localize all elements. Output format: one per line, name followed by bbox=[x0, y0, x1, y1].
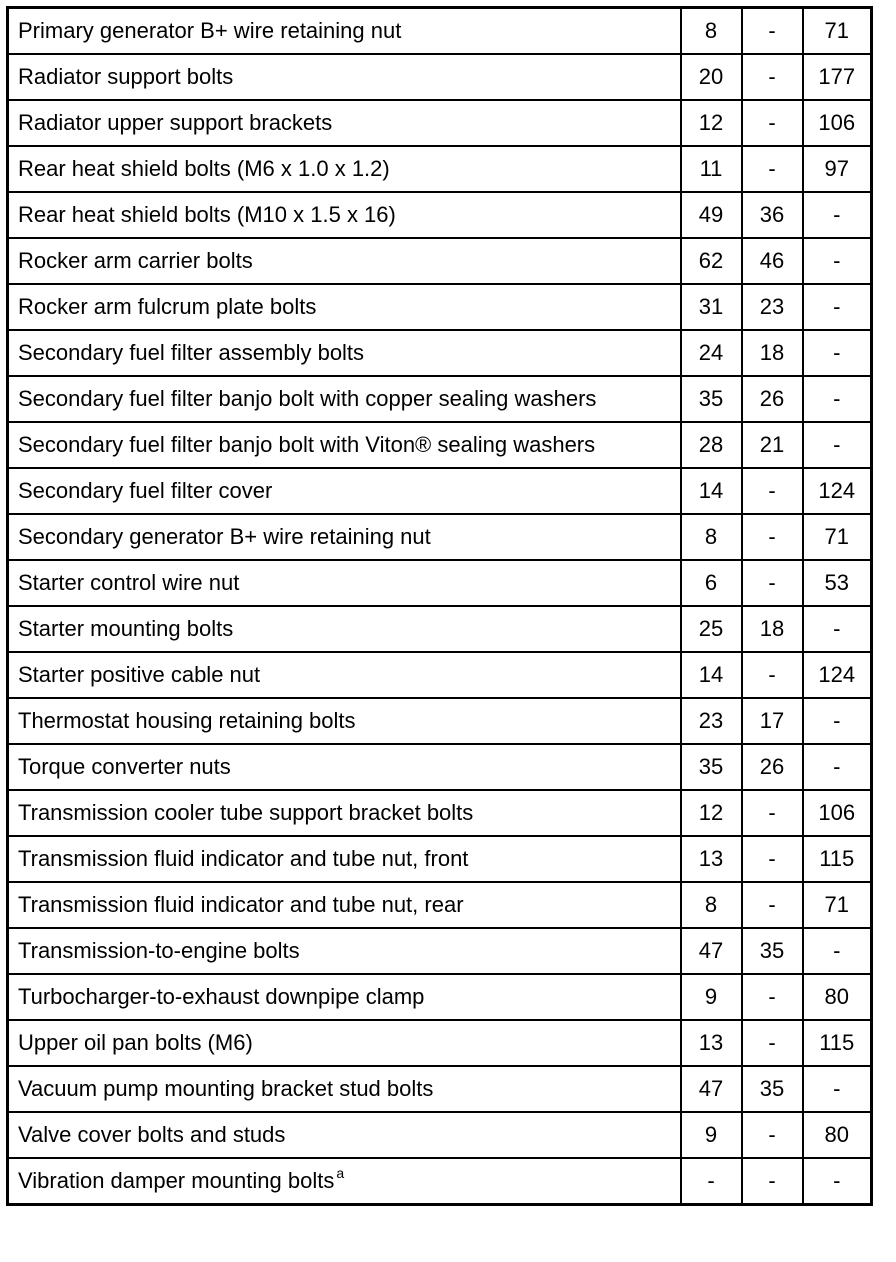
torque-nm-cell: 9 bbox=[681, 1112, 742, 1158]
component-cell bbox=[8, 560, 681, 606]
component-cell bbox=[8, 422, 681, 468]
torque-lbft-cell: 17 bbox=[742, 698, 803, 744]
component-name: Torque converter nuts bbox=[18, 754, 231, 779]
torque-nm-cell: 11 bbox=[681, 146, 742, 192]
torque-nm-cell: 8 bbox=[681, 882, 742, 928]
component-name: Rear heat shield bolts (M10 x 1.5 x 16) bbox=[18, 202, 396, 227]
torque-lbin-cell: - bbox=[803, 284, 872, 330]
torque-lbft-cell: - bbox=[742, 146, 803, 192]
torque-nm-cell: 47 bbox=[681, 1066, 742, 1112]
torque-lbft-cell: 23 bbox=[742, 284, 803, 330]
component-name: Transmission-to-engine bolts bbox=[18, 938, 300, 963]
torque-lbft-cell: - bbox=[742, 836, 803, 882]
component-name: Vibration damper mounting bolts bbox=[18, 1168, 335, 1193]
torque-lbft-cell: - bbox=[742, 54, 803, 100]
torque-nm-cell: 13 bbox=[681, 1020, 742, 1066]
torque-lbin-cell: 71 bbox=[803, 882, 872, 928]
torque-nm-cell: 23 bbox=[681, 698, 742, 744]
torque-spec-table-body bbox=[8, 8, 872, 1205]
torque-lbin-cell: 124 bbox=[803, 652, 872, 698]
component-cell bbox=[8, 1112, 681, 1158]
component-cell bbox=[8, 1066, 681, 1112]
component-name: Valve cover bolts and studs bbox=[18, 1122, 286, 1147]
component-name: Primary generator B+ wire retaining nut bbox=[18, 18, 402, 43]
component-name: Transmission fluid indicator and tube nut, rear bbox=[18, 892, 464, 917]
torque-lbft-cell: 35 bbox=[742, 1066, 803, 1112]
table-row bbox=[8, 744, 872, 790]
torque-lbft-cell: - bbox=[742, 8, 803, 55]
torque-lbin-cell: - bbox=[803, 1066, 872, 1112]
torque-lbin-cell: - bbox=[803, 698, 872, 744]
component-name: Vacuum pump mounting bracket stud bolts bbox=[18, 1076, 434, 1101]
table-row bbox=[8, 1066, 872, 1112]
component-name: Rocker arm carrier bolts bbox=[18, 248, 253, 273]
component-cell bbox=[8, 652, 681, 698]
component-cell bbox=[8, 514, 681, 560]
torque-lbin-cell: 71 bbox=[803, 514, 872, 560]
component-name: Secondary fuel filter assembly bolts bbox=[18, 340, 365, 365]
component-name: Radiator upper support brackets bbox=[18, 110, 333, 135]
component-cell bbox=[8, 330, 681, 376]
table-row bbox=[8, 790, 872, 836]
torque-nm-cell: 13 bbox=[681, 836, 742, 882]
table-row bbox=[8, 54, 872, 100]
torque-lbin-cell: - bbox=[803, 192, 872, 238]
table-row bbox=[8, 284, 872, 330]
table-row bbox=[8, 238, 872, 284]
torque-lbft-cell: - bbox=[742, 1158, 803, 1205]
component-cell bbox=[8, 606, 681, 652]
torque-lbft-cell: - bbox=[742, 468, 803, 514]
table-row bbox=[8, 422, 872, 468]
component-cell bbox=[8, 974, 681, 1020]
torque-lbft-cell: 36 bbox=[742, 192, 803, 238]
component-cell bbox=[8, 284, 681, 330]
torque-lbft-cell: 18 bbox=[742, 606, 803, 652]
torque-lbin-cell: - bbox=[803, 422, 872, 468]
torque-lbin-cell: - bbox=[803, 928, 872, 974]
torque-nm-cell: 47 bbox=[681, 928, 742, 974]
component-cell bbox=[8, 100, 681, 146]
torque-spec-table bbox=[6, 6, 873, 1206]
component-cell bbox=[8, 8, 681, 55]
torque-lbft-cell: - bbox=[742, 1020, 803, 1066]
torque-lbin-cell: 53 bbox=[803, 560, 872, 606]
torque-nm-cell: 25 bbox=[681, 606, 742, 652]
component-name: Secondary generator B+ wire retaining nut bbox=[18, 524, 431, 549]
table-row bbox=[8, 376, 872, 422]
component-cell bbox=[8, 192, 681, 238]
table-row bbox=[8, 698, 872, 744]
torque-nm-cell: 8 bbox=[681, 8, 742, 55]
table-row bbox=[8, 330, 872, 376]
component-name: Starter mounting bolts bbox=[18, 616, 234, 641]
torque-lbft-cell: 21 bbox=[742, 422, 803, 468]
component-cell bbox=[8, 54, 681, 100]
component-name: Rocker arm fulcrum plate bolts bbox=[18, 294, 317, 319]
torque-lbft-cell: 26 bbox=[742, 744, 803, 790]
torque-lbin-cell: 80 bbox=[803, 1112, 872, 1158]
torque-nm-cell: 14 bbox=[681, 468, 742, 514]
torque-lbft-cell: - bbox=[742, 652, 803, 698]
torque-lbft-cell: 35 bbox=[742, 928, 803, 974]
torque-lbin-cell: - bbox=[803, 744, 872, 790]
torque-nm-cell: 35 bbox=[681, 744, 742, 790]
table-row bbox=[8, 928, 872, 974]
torque-lbin-cell: 80 bbox=[803, 974, 872, 1020]
component-cell bbox=[8, 790, 681, 836]
table-row bbox=[8, 974, 872, 1020]
table-row bbox=[8, 192, 872, 238]
torque-nm-cell: 14 bbox=[681, 652, 742, 698]
component-name: Upper oil pan bolts (M6) bbox=[18, 1030, 253, 1055]
torque-lbin-cell: 115 bbox=[803, 836, 872, 882]
component-name: Turbocharger-to-exhaust downpipe clamp bbox=[18, 984, 425, 1009]
table-row bbox=[8, 606, 872, 652]
torque-lbin-cell: 177 bbox=[803, 54, 872, 100]
table-row bbox=[8, 8, 872, 55]
component-name: Secondary fuel filter cover bbox=[18, 478, 273, 503]
component-cell bbox=[8, 146, 681, 192]
torque-lbin-cell: - bbox=[803, 606, 872, 652]
table-row bbox=[8, 1112, 872, 1158]
torque-lbft-cell: - bbox=[742, 514, 803, 560]
torque-lbft-cell: - bbox=[742, 790, 803, 836]
component-name: Rear heat shield bolts (M6 x 1.0 x 1.2) bbox=[18, 156, 390, 181]
torque-lbin-cell: - bbox=[803, 1158, 872, 1205]
component-name: Secondary fuel filter banjo bolt with copper sealing washers bbox=[18, 386, 597, 411]
component-cell bbox=[8, 376, 681, 422]
component-name: Thermostat housing retaining bolts bbox=[18, 708, 356, 733]
component-name: Radiator support bolts bbox=[18, 64, 234, 89]
torque-nm-cell: 24 bbox=[681, 330, 742, 376]
torque-nm-cell: 35 bbox=[681, 376, 742, 422]
torque-lbin-cell: 97 bbox=[803, 146, 872, 192]
torque-nm-cell: 9 bbox=[681, 974, 742, 1020]
torque-lbin-cell: 124 bbox=[803, 468, 872, 514]
component-cell bbox=[8, 238, 681, 284]
torque-nm-cell: 12 bbox=[681, 790, 742, 836]
table-row bbox=[8, 146, 872, 192]
torque-lbin-cell: - bbox=[803, 330, 872, 376]
torque-nm-cell: 31 bbox=[681, 284, 742, 330]
component-cell bbox=[8, 468, 681, 514]
torque-lbft-cell: - bbox=[742, 974, 803, 1020]
component-cell bbox=[8, 744, 681, 790]
torque-lbft-cell: - bbox=[742, 100, 803, 146]
table-row bbox=[8, 514, 872, 560]
torque-lbin-cell: 115 bbox=[803, 1020, 872, 1066]
table-row bbox=[8, 468, 872, 514]
component-cell bbox=[8, 928, 681, 974]
torque-nm-cell: 20 bbox=[681, 54, 742, 100]
torque-nm-cell: 49 bbox=[681, 192, 742, 238]
component-name: Starter control wire nut bbox=[18, 570, 240, 595]
torque-nm-cell: 6 bbox=[681, 560, 742, 606]
torque-lbft-cell: - bbox=[742, 1112, 803, 1158]
torque-lbin-cell: 71 bbox=[803, 8, 872, 55]
component-name: Transmission fluid indicator and tube nut, front bbox=[18, 846, 469, 871]
component-name: Secondary fuel filter banjo bolt with Viton® sealing washers bbox=[18, 432, 596, 457]
table-row bbox=[8, 100, 872, 146]
torque-nm-cell: - bbox=[681, 1158, 742, 1205]
table-row bbox=[8, 652, 872, 698]
component-cell bbox=[8, 698, 681, 744]
torque-nm-cell: 12 bbox=[681, 100, 742, 146]
torque-lbin-cell: 106 bbox=[803, 100, 872, 146]
component-cell bbox=[8, 882, 681, 928]
torque-lbft-cell: - bbox=[742, 882, 803, 928]
torque-lbin-cell: - bbox=[803, 238, 872, 284]
component-cell bbox=[8, 1158, 681, 1205]
torque-lbin-cell: 106 bbox=[803, 790, 872, 836]
torque-lbft-cell: 46 bbox=[742, 238, 803, 284]
torque-nm-cell: 8 bbox=[681, 514, 742, 560]
table-row bbox=[8, 560, 872, 606]
torque-nm-cell: 28 bbox=[681, 422, 742, 468]
torque-lbin-cell: - bbox=[803, 376, 872, 422]
component-name: Starter positive cable nut bbox=[18, 662, 261, 687]
table-row bbox=[8, 1158, 872, 1205]
table-row bbox=[8, 882, 872, 928]
torque-nm-cell: 62 bbox=[681, 238, 742, 284]
torque-lbft-cell: 26 bbox=[742, 376, 803, 422]
component-name: Transmission cooler tube support bracket bolts bbox=[18, 800, 474, 825]
component-cell bbox=[8, 836, 681, 882]
torque-lbft-cell: 18 bbox=[742, 330, 803, 376]
table-row bbox=[8, 1020, 872, 1066]
torque-lbft-cell: - bbox=[742, 560, 803, 606]
table-row bbox=[8, 836, 872, 882]
component-cell bbox=[8, 1020, 681, 1066]
footnote-marker: a bbox=[336, 1165, 345, 1181]
